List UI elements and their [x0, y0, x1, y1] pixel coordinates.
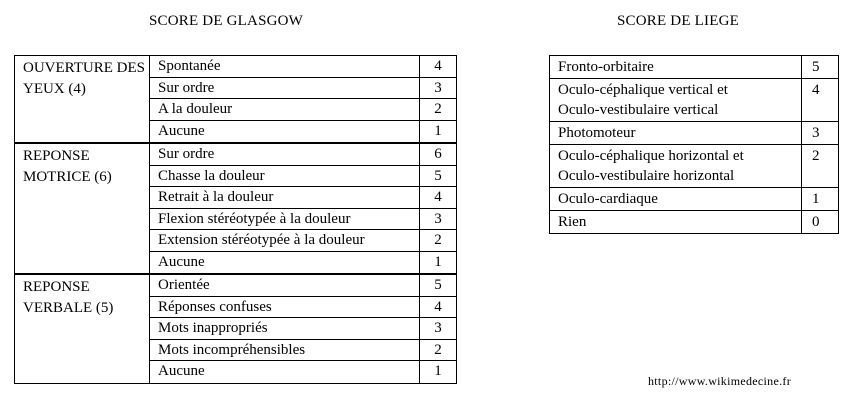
row-score: 2	[434, 101, 442, 117]
row-label: Chasse la douleur	[150, 166, 420, 187]
row-label: Réponses confuses	[150, 297, 420, 318]
glasgow-title: SCORE DE GLASGOW	[149, 13, 304, 29]
category-label: REPONSE MOTRICE (6)	[15, 144, 150, 273]
table-row	[150, 275, 456, 297]
row-label: Flexion stéréotypée à la douleur	[150, 209, 420, 230]
table-row	[150, 297, 456, 319]
row-label: Fronto-orbitaire	[550, 56, 802, 78]
liege-title: SCORE DE LIEGE	[617, 13, 739, 29]
row-score: 5	[434, 167, 442, 184]
row-score: 1	[434, 363, 442, 379]
table-row	[550, 122, 838, 145]
category-label: OUVERTURE DES YEUX (4)	[15, 56, 150, 142]
row-score: 2	[812, 148, 820, 164]
row-label: A la douleur	[150, 99, 420, 120]
table-row	[150, 340, 456, 362]
row-score: 1	[434, 253, 442, 270]
table-row	[550, 79, 838, 122]
row-label: Retrait à la douleur	[150, 187, 420, 208]
glasgow-table	[14, 55, 457, 384]
row-score: 3	[434, 210, 442, 227]
glasgow-group-verbal	[15, 274, 456, 383]
table-row	[150, 361, 456, 383]
table-row	[150, 99, 456, 121]
table-row	[550, 211, 838, 233]
category-label: REPONSE VERBALE (5)	[15, 275, 150, 383]
row-label: Sur ordre	[150, 78, 420, 99]
row-score: 3	[434, 320, 442, 336]
row-label: Aucune	[150, 121, 420, 143]
table-row	[150, 209, 456, 231]
source-url[interactable]: http://www.wikimedecine.fr	[648, 374, 791, 388]
table-row	[150, 121, 456, 143]
glasgow-group-eyes	[15, 56, 456, 143]
row-score: 2	[434, 341, 442, 358]
row-label: Spontanée	[150, 56, 420, 77]
liege-table	[549, 55, 839, 234]
row-label: Oculo-céphalique vertical et Oculo-vestibulaire vertical	[550, 79, 802, 121]
row-score: 4	[812, 82, 820, 98]
row-label: Orientée	[150, 275, 420, 296]
row-label: Aucune	[150, 361, 420, 383]
table-row	[150, 166, 456, 188]
row-score: 3	[812, 125, 820, 141]
row-label: Photomoteur	[550, 122, 802, 144]
row-score: 5	[434, 277, 442, 293]
row-label: Mots inappropriés	[150, 318, 420, 339]
row-score: 4	[434, 298, 442, 315]
table-row	[150, 144, 456, 166]
row-score: 0	[812, 214, 820, 230]
row-label: Extension stéréotypée à la douleur	[150, 230, 420, 251]
row-score: 4	[434, 58, 442, 74]
row-score: 3	[434, 79, 442, 96]
table-row	[150, 187, 456, 209]
glasgow-group-motor	[15, 143, 456, 274]
row-score: 1	[434, 122, 442, 139]
row-label: Rien	[550, 211, 802, 233]
row-label: Oculo-cardiaque	[550, 188, 802, 210]
row-label: Oculo-céphalique horizontal et Oculo-vestibulaire horizontal	[550, 145, 802, 187]
table-row	[550, 188, 838, 211]
table-row	[150, 230, 456, 252]
table-row	[150, 252, 456, 274]
table-row	[550, 56, 838, 79]
row-score: 6	[434, 146, 442, 162]
row-label: Aucune	[150, 252, 420, 274]
table-row	[150, 78, 456, 100]
row-score: 2	[434, 232, 442, 248]
row-label: Mots incompréhensibles	[150, 340, 420, 361]
table-row	[550, 145, 838, 188]
row-score: 5	[812, 59, 820, 75]
table-row	[150, 318, 456, 340]
row-label: Sur ordre	[150, 144, 420, 165]
table-row	[150, 56, 456, 78]
row-score: 4	[434, 189, 442, 205]
row-score: 1	[812, 191, 820, 207]
